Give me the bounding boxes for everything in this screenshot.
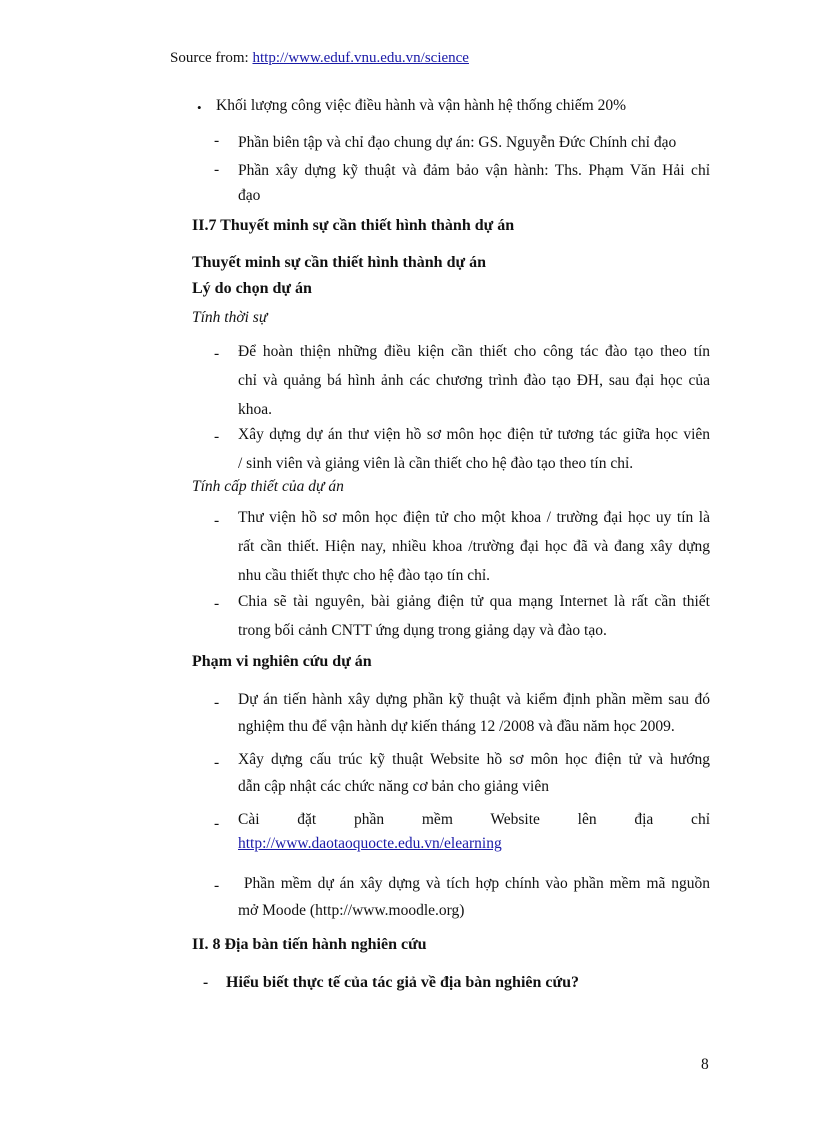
list-item [238,587,710,645]
list-item [238,503,710,590]
dash: - [214,877,220,894]
dash: - [214,132,220,149]
dash: - [214,161,220,178]
section-heading: II.7 Thuyết minh sự cần thiết hình thành dự án [192,217,515,234]
text-line: Cài đặt phần mềm Website lên địa chỉ [238,811,710,828]
text-line: Phần biên tập và chỉ đạo chung dự án: GS. Nguyễn Đức Chính chỉ đạo [238,134,677,151]
dash: - [214,428,220,445]
text-line: Chia sẽ tài nguyên, bài giảng điện tử qua mạng Internet là rất cần thiết [238,593,710,610]
text-line: nghiệm thu để vận hành dự kiến tháng 12 /2008 và đầu năm học 2009. [238,718,675,735]
bullet-icon: • [197,100,202,115]
text-line: Phần mềm dự án xây dựng và tích hợp chính vào phần mềm mã nguồn [238,875,710,892]
subheading: Thuyết minh sự cần thiết hình thành dự án [192,254,486,271]
page-header [170,50,469,67]
list-item [238,337,710,424]
text-line: Để hoàn thiện những điều kiện cần thiết cho công tác đào tạo theo tín [238,343,710,360]
text-line: trong bối cảnh CNTT ứng dụng trong giảng dạy và đào tạo. [238,622,607,639]
text-line: mở Moode (http://www.moodle.org) [238,902,465,919]
bullet-subitem [238,128,710,157]
dash: - [214,345,220,362]
dash: - [214,754,220,771]
text-line: Phần xây dựng kỹ thuật và đảm bảo vận hành: Ths. Phạm Văn Hải chỉ [238,162,710,179]
text-line: Dự án tiến hành xây dựng phần kỹ thuật và kiểm định phần mềm sau đó [238,691,710,708]
page-number: 8 [701,1056,709,1073]
subsection-title: Tính thời sự [192,309,268,326]
bullet-subitem [238,156,710,210]
dash: - [214,694,220,711]
dash: - [214,512,220,529]
header-source-link[interactable]: http://www.eduf.vnu.edu.vn/science [252,50,469,66]
text-line: dẫn cập nhật các chức năng cơ bản cho giảng viên [238,778,549,795]
text-line: Thư viện hồ sơ môn học điện tử cho một khoa / trường đại học uy tín là [238,509,710,526]
text-line: Xây dựng dự án thư viện hồ sơ môn học điện tử tương tác giữa học viên [238,426,710,443]
list-item [238,808,710,856]
section-item: Hiểu biết thực tế của tác giả về địa bàn nghiên cứu? [226,974,579,991]
text-line: chỉ và quảng bá hình ảnh các chương trình đào tạo ĐH, sau đại học của [238,372,710,389]
text-line: đạo [238,187,261,204]
text-line: rất cần thiết. Hiện nay, nhiều khoa /trường đại học đã và đang xây dựng [238,538,710,555]
list-item [238,870,710,924]
list-item [238,746,710,800]
section-heading: II. 8 Địa bàn tiến hành nghiên cứu [192,936,427,953]
text-line: / sinh viên và giảng viên là cần thiết cho hệ đào tạo theo tín chỉ. [238,455,634,472]
text-line: khoa. [238,401,273,418]
bullet-item: Khối lượng công việc điều hành và vận hành hệ thống chiếm 20% [216,97,627,114]
list-item [238,686,710,740]
subsection-title: Tính cấp thiết của dự án [192,478,344,495]
subheading: Lý do chọn dự án [192,280,312,297]
text-line: nhu cầu thiết thực cho hệ đào tạo tín chỉ. [238,567,491,584]
subheading: Phạm vi nghiên cứu dự án [192,653,372,670]
header-prefix: Source from: [170,50,253,66]
dash: - [203,974,209,991]
dash: - [214,815,220,832]
dash: - [214,595,220,612]
text-line: Xây dựng cấu trúc kỹ thuật Website hồ sơ môn học điện tử và hướng [238,751,710,768]
elearning-link[interactable]: http://www.daotaoquocte.edu.vn/elearning [238,835,502,852]
list-item [238,420,710,478]
